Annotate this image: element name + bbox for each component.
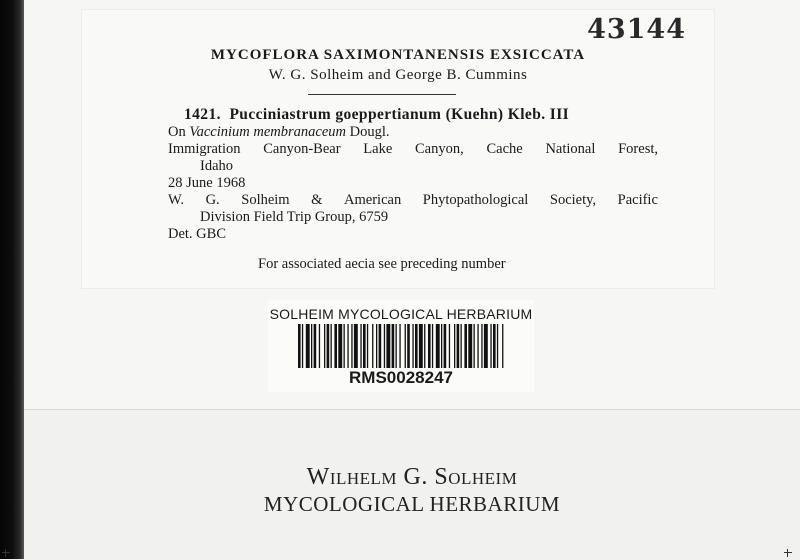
barcode-bar: [481, 324, 482, 368]
collection-date: 28 June 1968: [168, 175, 246, 191]
locality-line: Immigration Canyon-Bear Lake Canyon, Cache National Forest,: [168, 141, 658, 157]
label-details: [168, 124, 658, 243]
herbarium-name: Wilhelm G. Solheim: [306, 464, 518, 490]
species-line: [184, 106, 569, 124]
host-line: On Vaccinium membranaceum Dougl.: [168, 124, 390, 140]
barcode-title: SOLHEIM MYCOLOGICAL HERBARIUM: [269, 306, 533, 322]
series-title: MYCOFLORA SAXIMONTANENSIS EXSICCATA: [210, 47, 586, 63]
barcode-bar: [441, 324, 442, 368]
barcode-bar: [376, 324, 377, 368]
barcode-bar: [502, 324, 503, 368]
barcode-bar: [457, 324, 460, 368]
barcode-bar: [392, 324, 395, 368]
associated-note: For associated aecia see preceding number: [258, 256, 506, 272]
barcode-bar: [490, 324, 491, 368]
determiner: Det. GBC: [168, 226, 226, 242]
barcode-bar: [386, 324, 390, 368]
scan-edge: [0, 0, 24, 559]
title-rule: [308, 94, 456, 95]
barcode-bar: [379, 324, 382, 368]
barcode-bar: [354, 324, 358, 368]
barcode-bar: [464, 324, 467, 368]
collectors-line: W. G. Solheim & American Phytopathological Society, Pacific: [168, 192, 658, 208]
barcode-bar: [449, 324, 450, 368]
crop-mark: [784, 549, 792, 557]
barcode-bar: [468, 324, 472, 368]
barcode-bar: [497, 324, 498, 368]
barcode-bar: [360, 324, 361, 368]
barcode-bar: [347, 324, 348, 368]
barcode-bar: [477, 324, 478, 368]
barcode-label: [268, 300, 534, 392]
barcode-bar: [306, 324, 310, 368]
barcode-bar: [302, 324, 303, 368]
barcode-bar: [399, 324, 400, 368]
catalog-number: RMS0028247: [349, 368, 453, 387]
specimen-number: 1421.: [184, 106, 221, 123]
barcode-bar: [367, 324, 368, 368]
barcode-bar: [428, 324, 431, 368]
barcode-bar: [334, 324, 337, 368]
locality-state: Idaho: [200, 158, 234, 174]
barcode-bar: [493, 324, 496, 368]
barcode-bar: [454, 324, 455, 368]
barcode-bar: [338, 324, 342, 368]
barcode-bar: [396, 324, 397, 368]
barcode-bar: [384, 324, 385, 368]
barcode-bar: [324, 324, 325, 368]
barcode-bar: [311, 324, 312, 368]
species-name: Pucciniastrum goeppertianum (Kuehn) Kleb. III: [229, 106, 570, 123]
barcode-bar: [407, 324, 410, 368]
herbarium-subtitle: MYCOLOGICAL HERBARIUM: [263, 492, 561, 516]
host-name: Vaccinium membranaceum: [189, 124, 346, 140]
barcode-bar: [415, 324, 418, 368]
barcode-bar: [298, 324, 301, 368]
barcode-bar: [461, 324, 462, 368]
barcode-bar: [351, 324, 352, 368]
barcode-bar: [444, 324, 447, 368]
barcode-bar: [474, 324, 475, 368]
barcode-bar: [436, 324, 440, 368]
specimen-label: [82, 10, 714, 288]
crop-mark: [2, 549, 10, 557]
barcode-bar: [432, 324, 433, 368]
barcode-bar: [344, 324, 345, 368]
barcode-bar: [314, 324, 317, 368]
barcode-bar: [412, 324, 413, 368]
barcode-bar: [372, 324, 373, 368]
barcode-bar: [327, 324, 330, 368]
barcode-bar: [419, 324, 423, 368]
barcode-bar: [424, 324, 425, 368]
barcode-bar: [405, 324, 406, 368]
barcode-bar: [484, 324, 488, 368]
series-editors: W. G. Solheim and George B. Cummins: [268, 67, 528, 83]
barcode-bar: [363, 324, 366, 368]
accession-number: 43144: [587, 14, 686, 45]
barcode: [298, 324, 504, 368]
collectors-continued: Division Field Trip Group, 6759: [200, 209, 389, 225]
barcode-bar: [319, 324, 320, 368]
barcode-bar: [331, 324, 332, 368]
